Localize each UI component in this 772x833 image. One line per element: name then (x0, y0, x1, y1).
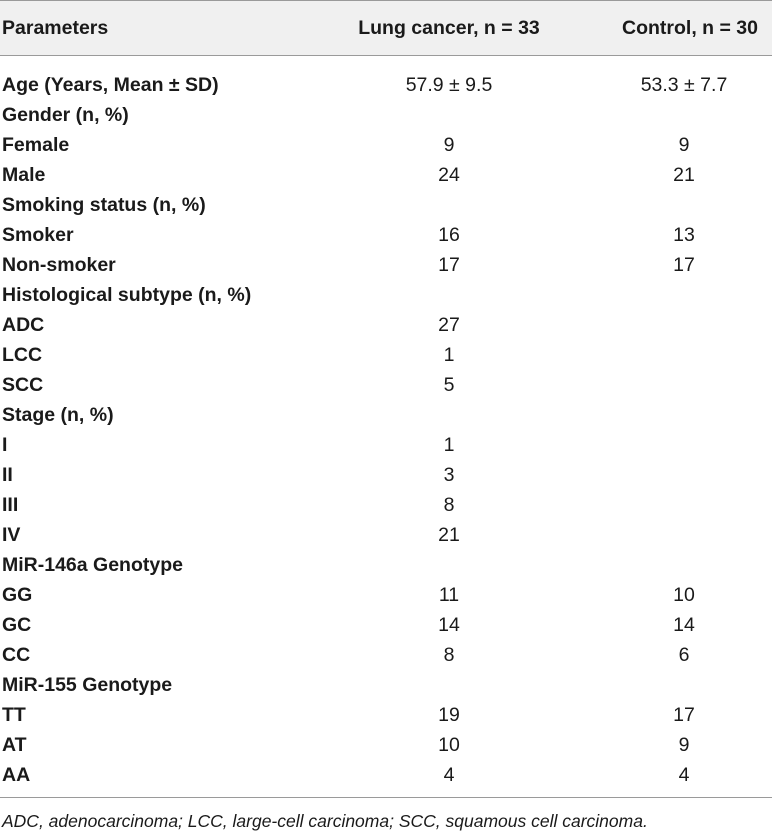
row-label: LCC (2, 344, 43, 366)
table-row (0, 370, 772, 400)
row-label: ADC (2, 314, 45, 336)
row-label: MiR-155 Genotype (2, 674, 173, 696)
control-value: 6 (678, 644, 690, 666)
row-label: Stage (n, %) (2, 404, 114, 426)
row-label: III (2, 494, 19, 516)
control-value: 17 (673, 704, 695, 726)
table-row (0, 220, 772, 250)
row-label: AA (2, 764, 31, 786)
lung-cancer-value: 11 (438, 584, 460, 606)
lung-cancer-value: 57.9 ± 9.5 (405, 74, 493, 96)
lung-cancer-value: 9 (443, 134, 455, 156)
row-label: Age (Years, Mean ± SD) (2, 74, 219, 96)
table-row (0, 610, 772, 640)
row-label: Male (2, 164, 46, 186)
header-lung-cancer: Lung cancer, n = 33 (358, 17, 540, 39)
control-value: 10 (673, 584, 695, 606)
lung-cancer-value: 4 (443, 764, 455, 786)
table-row (0, 340, 772, 370)
row-label: I (2, 434, 8, 456)
table-row (0, 190, 772, 220)
lung-cancer-value: 1 (443, 344, 455, 366)
table-row (0, 640, 772, 670)
table-row (0, 100, 772, 130)
table-row (0, 670, 772, 700)
table-row (0, 550, 772, 580)
row-label: Histological subtype (n, %) (2, 284, 252, 306)
table-row (0, 310, 772, 340)
table-row (0, 580, 772, 610)
table-row (0, 400, 772, 430)
lung-cancer-value: 24 (438, 164, 460, 186)
row-label: Smoker (2, 224, 74, 246)
table-body (0, 56, 772, 790)
table-row (0, 70, 772, 100)
table-row (0, 520, 772, 550)
row-label: AT (2, 734, 27, 756)
lung-cancer-value: 14 (438, 614, 460, 636)
control-value: 21 (673, 164, 695, 186)
row-label: CC (2, 644, 31, 666)
table-row (0, 430, 772, 460)
lung-cancer-value: 19 (438, 704, 460, 726)
control-value: 53.3 ± 7.7 (640, 74, 728, 96)
table-row (0, 460, 772, 490)
table-row (0, 160, 772, 190)
bottom-rule (0, 797, 772, 798)
row-label: Non-smoker (2, 254, 116, 276)
lung-cancer-value: 27 (438, 314, 460, 336)
table-row (0, 280, 772, 310)
lung-cancer-value: 17 (438, 254, 460, 276)
row-label: Smoking status (n, %) (2, 194, 206, 216)
control-value: 9 (678, 134, 690, 156)
row-label: GG (2, 584, 33, 606)
lung-cancer-value: 3 (443, 464, 455, 486)
row-label: SCC (2, 374, 44, 396)
row-label: MiR-146a Genotype (2, 554, 183, 576)
control-value: 14 (673, 614, 695, 636)
table-row (0, 130, 772, 160)
table-row (0, 730, 772, 760)
control-value: 9 (678, 734, 690, 756)
header-parameters: Parameters (2, 17, 109, 39)
header-control: Control, n = 30 (622, 17, 758, 39)
table-header-row (0, 1, 772, 55)
row-label: Gender (n, %) (2, 104, 129, 126)
control-value: 13 (673, 224, 695, 246)
row-label: Female (2, 134, 70, 156)
table-row (0, 490, 772, 520)
row-label: II (2, 464, 13, 486)
row-label: TT (2, 704, 26, 726)
lung-cancer-value: 21 (438, 524, 460, 546)
lung-cancer-value: 8 (443, 494, 455, 516)
control-value: 4 (678, 764, 690, 786)
lung-cancer-value: 1 (443, 434, 455, 456)
row-label: GC (2, 614, 32, 636)
table-footnote: ADC, adenocarcinoma; LCC, large-cell carcinoma; SCC, squamous cell carcinoma. (2, 811, 648, 831)
table-row (0, 250, 772, 280)
table-row (0, 760, 772, 790)
lung-cancer-value: 8 (443, 644, 455, 666)
row-label: IV (2, 524, 21, 546)
table-row (0, 700, 772, 730)
lung-cancer-value: 16 (438, 224, 460, 246)
lung-cancer-value: 10 (438, 734, 460, 756)
control-value: 17 (673, 254, 695, 276)
lung-cancer-value: 5 (443, 374, 455, 396)
